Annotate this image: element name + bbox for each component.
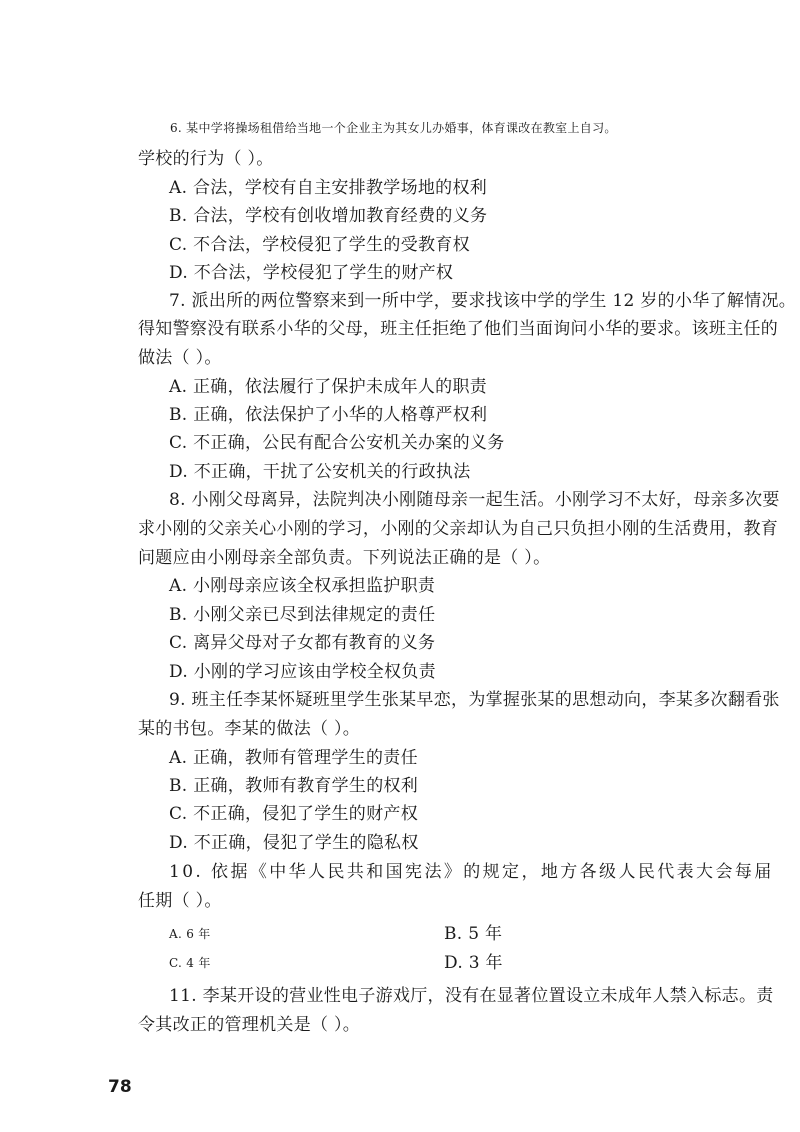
- question-8-option-c: C. 离异父母对子女都有教育的义务: [169, 633, 436, 653]
- question-9-stem-line-2: 某的书包。李某的做法（ ）。: [138, 719, 361, 739]
- question-8-stem-line-1: 8. 小刚父母离异，法院判决小刚随母亲一起生活。小刚学习不太好，母亲多次要: [169, 490, 780, 510]
- question-10-option-d: D. 3 年: [444, 953, 503, 973]
- question-10-option-a: A. 6 年: [169, 927, 211, 941]
- question-10-option-b: B. 5 年: [444, 924, 503, 944]
- question-6-stem-line-1: 6. 某中学将操场租借给当地一个企业主为其女儿办婚事，体育课改在教室上自习。: [170, 121, 617, 135]
- question-8-option-d: D. 小刚的学习应该由学校全权负责: [169, 662, 436, 682]
- question-6-option-c: C. 不合法，学校侵犯了学生的受教育权: [169, 235, 470, 255]
- question-6-option-a: A. 合法，学校有自主安排教学场地的权利: [169, 178, 488, 198]
- question-8-stem-line-2: 求小刚的父亲关心小刚的学习，小刚的父亲却认为自己只负担小刚的生活费用，教育: [138, 519, 779, 539]
- question-7-stem-line-1: 7. 派出所的两位警察来到一所中学，要求找该中学的学生 12 岁的小华了解情况。: [169, 291, 797, 311]
- question-7-option-c: C. 不正确，公民有配合公安机关办案的义务: [169, 433, 505, 453]
- question-8-option-a: A. 小刚母亲应该全权承担监护职责: [169, 576, 436, 596]
- page-number: 78: [108, 1077, 132, 1097]
- question-10-stem-line-1: 10. 依据《中华人民共和国宪法》的规定，地方各级人民代表大会每届: [169, 862, 774, 882]
- question-8-stem-line-3: 问题应由小刚母亲全部负责。下列说法正确的是（ ）。: [138, 548, 551, 568]
- question-6-option-b: B. 合法，学校有创收增加教育经费的义务: [169, 206, 488, 226]
- question-7-option-a: A. 正确，依法履行了保护未成年人的职责: [169, 377, 488, 397]
- question-9-stem-line-1: 9. 班主任李某怀疑班里学生张某早恋，为掌握张某的思想动向，李某多次翻看张: [169, 690, 780, 710]
- question-7-stem-line-2: 得知警察没有联系小华的父母，班主任拒绝了他们当面询问小华的要求。该班主任的: [138, 319, 779, 339]
- question-7-option-d: D. 不正确，干扰了公安机关的行政执法: [169, 462, 471, 482]
- question-10-option-c: C. 4 年: [169, 956, 211, 970]
- question-9-option-a: A. 正确，教师有管理学生的责任: [169, 748, 418, 768]
- question-6-option-d: D. 不合法，学校侵犯了学生的财产权: [169, 263, 454, 283]
- question-7-option-b: B. 正确，依法保护了小华的人格尊严权利: [169, 405, 488, 425]
- question-9-option-c: C. 不正确，侵犯了学生的财产权: [169, 804, 419, 824]
- question-11-stem-line-1: 11. 李某开设的营业性电子游戏厅，没有在显著位置设立未成年人禁入标志。责: [169, 986, 774, 1006]
- question-11-stem-line-2: 令其改正的管理机关是（ ）。: [138, 1015, 361, 1035]
- question-9-option-d: D. 不正确，侵犯了学生的隐私权: [169, 833, 419, 853]
- question-9-option-b: B. 正确，教师有教育学生的权利: [169, 776, 419, 796]
- question-6-stem-line-2: 学校的行为（ ）。: [138, 149, 274, 169]
- question-7-stem-line-3: 做法（ ）。: [138, 348, 222, 368]
- question-10-stem-line-2: 任期（ ）。: [138, 891, 222, 911]
- question-8-option-b: B. 小刚父亲已尽到法律规定的责任: [169, 605, 436, 625]
